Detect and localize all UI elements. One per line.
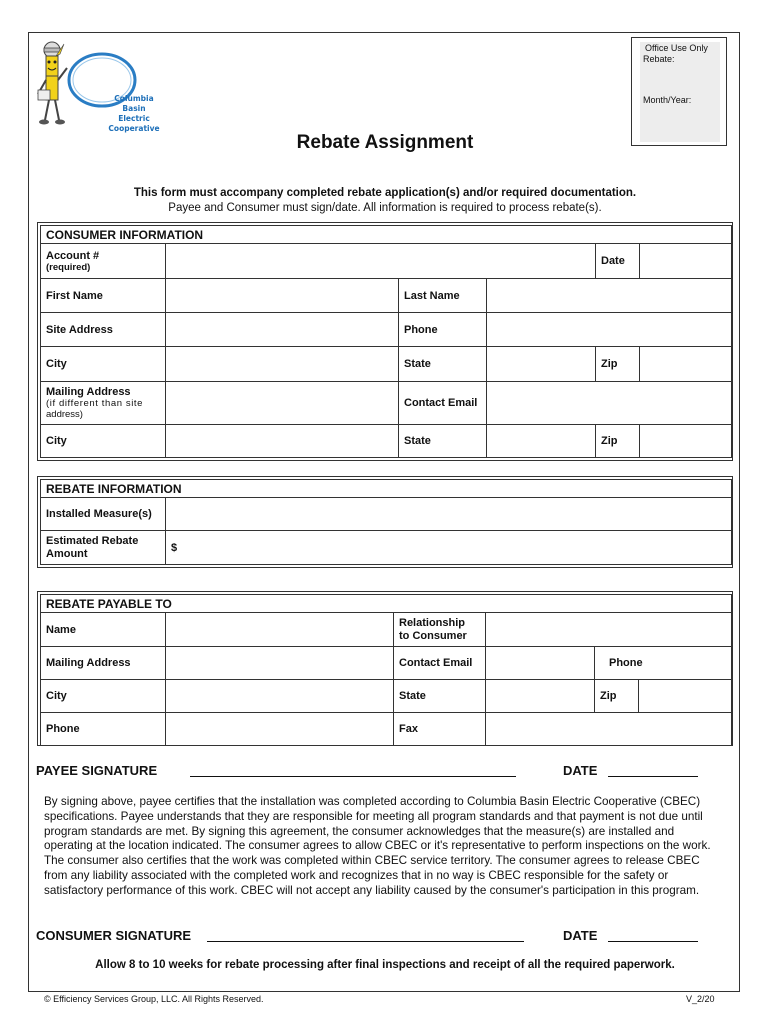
office-month-year-label: Month/Year: [643,95,692,105]
payee-contact-email-label: Contact Email [394,647,486,680]
rebate-information-table [40,479,732,565]
consumer-information-table [40,225,732,458]
first-name-field[interactable] [166,279,399,313]
payee-contact-email-field[interactable] [486,647,595,680]
consumer-signature-label: CONSUMER SIGNATURE [36,928,192,943]
payee-date-line[interactable] [608,762,698,777]
footer-copyright: © Efficiency Services Group, LLC. All Rights Reserved. [44,994,264,1004]
payee-city-label: City [41,680,166,713]
site-address-field[interactable] [166,313,399,347]
site-address-label: Site Address [41,313,166,347]
city-field[interactable] [166,347,399,382]
city-label: City [41,347,166,382]
date-label: Date [596,244,640,279]
relationship-label: Relationship to Consumer [394,613,486,647]
consumer-date-line[interactable] [608,927,698,942]
intro-line-1: This form must accompany completed rebate application(s) and/or required documentation. [133,187,637,199]
first-name-label: First Name [41,279,166,313]
terms-paragraph: By signing above, payee certifies that the installation was completed according to Columbia Basin Electric Cooperative (CBEC) specifications. Payee understands that they are responsible for meeting all program standards and that payment is not due until program standards are met. By signing this agreement, the consumer acknowledges that the measure(s) are installed and operating at the location indicated. The consumer agrees to allow CBEC or it's representative to perform inspections on the work. The consumer also certifies that the work was completed within CBEC service territory. The consumer agrees to release CBEC from any liability associated with the completed work and recognizes that in no way is CBEC responsible for the safety or satisfactory performance of this work. CBEC will not accept any liability caused by the consumer's participation in this program. [44,795,711,897]
rebate-payable-table [40,594,732,746]
estimated-rebate-field[interactable]: $ [166,531,732,565]
intro-line-2: Payee and Consumer must sign/date. All information is required to process rebate(s). [168,202,602,214]
relationship-field[interactable] [486,613,732,647]
rebate-payable-header: REBATE PAYABLE TO [41,595,732,613]
mailing-zip-field[interactable] [640,425,732,458]
office-use-box [631,37,727,146]
last-name-field[interactable] [487,279,732,313]
page-title: Rebate Assignment [296,132,474,153]
mailing-state-field[interactable] [487,425,596,458]
logo-text: Columbia Basin Electric Cooperative [108,94,160,133]
office-rebate-label: Rebate: [643,54,675,64]
installed-measures-label: Installed Measure(s) [41,498,166,531]
estimated-rebate-label: Estimated Rebate Amount [41,531,166,565]
date-field[interactable] [640,244,732,279]
mailing-address-label: Mailing Address (if different than site address) [41,382,166,425]
payee-city-field[interactable] [166,680,394,713]
consumer-information-header: CONSUMER INFORMATION [41,226,732,244]
payee-zip-field[interactable] [639,680,732,713]
processing-notice: Allow 8 to 10 weeks for rebate processing after final inspections and receipt of all the required paperwork. [95,959,675,971]
zip-field[interactable] [640,347,732,382]
footer-version: V_2/20 [686,994,715,1004]
consumer-signature-line[interactable] [207,927,524,942]
payee-state-label: State [394,680,486,713]
contact-email-field[interactable] [487,382,732,425]
payee-phone-field[interactable] [166,713,394,746]
payee-state-field[interactable] [486,680,595,713]
cooperative-logo [34,38,160,133]
mailing-state-label: State [399,425,487,458]
state-label: State [399,347,487,382]
payee-signature-label: PAYEE SIGNATURE [36,763,158,778]
phone-label: Phone [399,313,487,347]
payee-mailing-address-field[interactable] [166,647,394,680]
payee-name-label: Name [41,613,166,647]
mailing-address-field[interactable] [166,382,399,425]
mailing-city-label: City [41,425,166,458]
phone-field[interactable] [487,313,732,347]
contact-email-label: Contact Email [399,382,487,425]
office-use-title: Office Use Only [645,43,708,53]
last-name-label: Last Name [399,279,487,313]
mailing-city-field[interactable] [166,425,399,458]
zip-label: Zip [596,347,640,382]
account-label: Account # (required) [41,244,166,279]
payee-name-field[interactable] [166,613,394,647]
payee-zip-label: Zip [595,680,639,713]
mailing-zip-label: Zip [596,425,640,458]
rebate-information-header: REBATE INFORMATION [41,480,732,498]
payee-fax-label: Fax [394,713,486,746]
payee-date-label: DATE [563,763,598,778]
payee-fax-field[interactable] [486,713,732,746]
installed-measures-field[interactable] [166,498,732,531]
account-field[interactable] [166,244,596,279]
payee-phone-right-label: Phone [595,647,732,680]
payee-phone-label: Phone [41,713,166,746]
payee-signature-line[interactable] [190,762,516,777]
state-field[interactable] [487,347,596,382]
payee-mailing-address-label: Mailing Address [41,647,166,680]
consumer-date-label: DATE [563,928,598,943]
